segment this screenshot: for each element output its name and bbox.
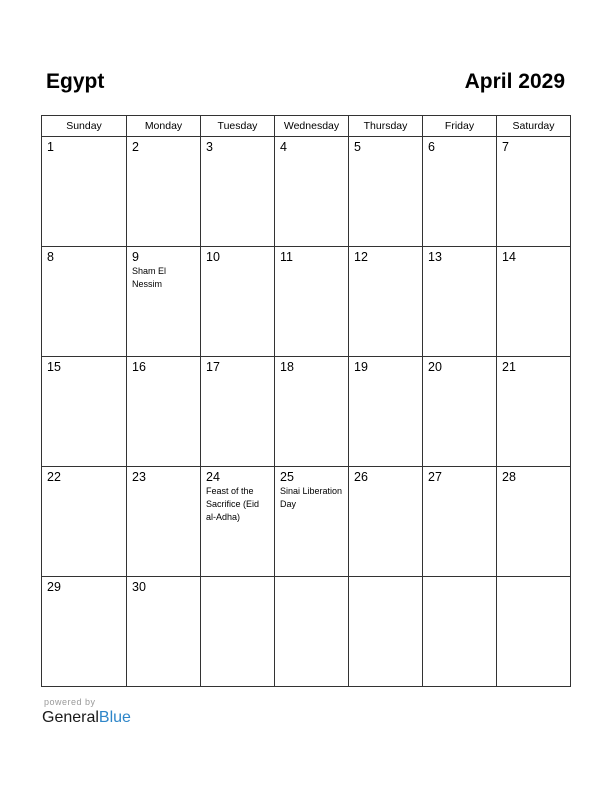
day-cell [349,137,423,247]
day-number: 24 [206,470,220,484]
holiday-label: Sinai Liberation Day [280,486,343,509]
holiday-label: Feast of the Sacrifice (Eid al-Adha) [206,486,260,522]
brand-general-text: General [42,709,99,726]
weekday-header: Tuesday [201,116,275,137]
day-number: 15 [47,360,61,374]
weekday-header: Monday [127,116,201,137]
weekday-header: Thursday [349,116,423,137]
day-number: 30 [132,580,146,594]
day-number: 1 [47,140,54,154]
day-cell [127,577,201,687]
day-number: 8 [47,250,54,264]
week-row [42,247,571,357]
day-cell [349,467,423,577]
day-cell [275,247,349,357]
day-number: 2 [132,140,139,154]
day-cell [42,247,127,357]
day-cell [423,357,497,467]
holiday-label: Sham El Nessim [132,266,167,289]
country-title: Egypt [46,70,105,93]
day-number: 27 [428,470,442,484]
day-cell [201,137,275,247]
day-cell [423,467,497,577]
day-cell-empty [497,577,571,687]
day-number: 29 [47,580,61,594]
day-number: 11 [280,250,293,264]
day-cell [42,577,127,687]
day-cell-empty [349,577,423,687]
day-cell [127,137,201,247]
day-number: 13 [428,250,442,264]
day-cell [42,137,127,247]
day-number: 4 [280,140,287,154]
day-number: 19 [354,360,368,374]
day-cell [201,467,275,577]
day-number: 7 [502,140,509,154]
day-number: 14 [502,250,516,264]
day-cell [127,357,201,467]
day-cell [497,357,571,467]
powered-by-text: powered by [44,697,96,707]
week-row [42,577,571,687]
day-number: 21 [502,360,516,374]
day-number: 12 [354,250,368,264]
day-cell [423,247,497,357]
day-number: 28 [502,470,516,484]
weekday-header: Sunday [42,116,127,137]
day-cell [423,137,497,247]
day-cell [497,137,571,247]
day-number: 25 [280,470,294,484]
day-cell [201,357,275,467]
weekday-header: Friday [423,116,497,137]
day-cell [349,357,423,467]
day-cell [127,247,201,357]
day-cell-empty [275,577,349,687]
day-number: 5 [354,140,361,154]
day-number: 17 [206,360,220,374]
day-cell [497,247,571,357]
month-year-title: April 2029 [464,70,565,93]
day-cell [42,357,127,467]
generalblue-logo[interactable] [42,709,131,727]
week-row [42,357,571,467]
day-number: 10 [206,250,220,264]
day-number: 6 [428,140,435,154]
day-cell [275,467,349,577]
day-cell [201,247,275,357]
calendar-grid [41,115,571,687]
day-cell-empty [201,577,275,687]
day-number: 22 [47,470,61,484]
day-number: 23 [132,470,146,484]
weekday-header: Wednesday [275,116,349,137]
week-row [42,467,571,577]
weekday-header: Saturday [497,116,571,137]
day-cell [275,137,349,247]
day-number: 20 [428,360,442,374]
day-cell [127,467,201,577]
brand-blue-text: Blue [98,709,131,726]
day-cell [42,467,127,577]
day-cell-empty [423,577,497,687]
day-number: 18 [280,360,294,374]
day-cell [349,247,423,357]
weekday-header-row [42,116,571,137]
day-cell [497,467,571,577]
day-number: 26 [354,470,368,484]
day-number: 9 [132,250,139,264]
day-number: 16 [132,360,146,374]
day-cell [275,357,349,467]
day-number: 3 [206,140,213,154]
week-row [42,137,571,247]
